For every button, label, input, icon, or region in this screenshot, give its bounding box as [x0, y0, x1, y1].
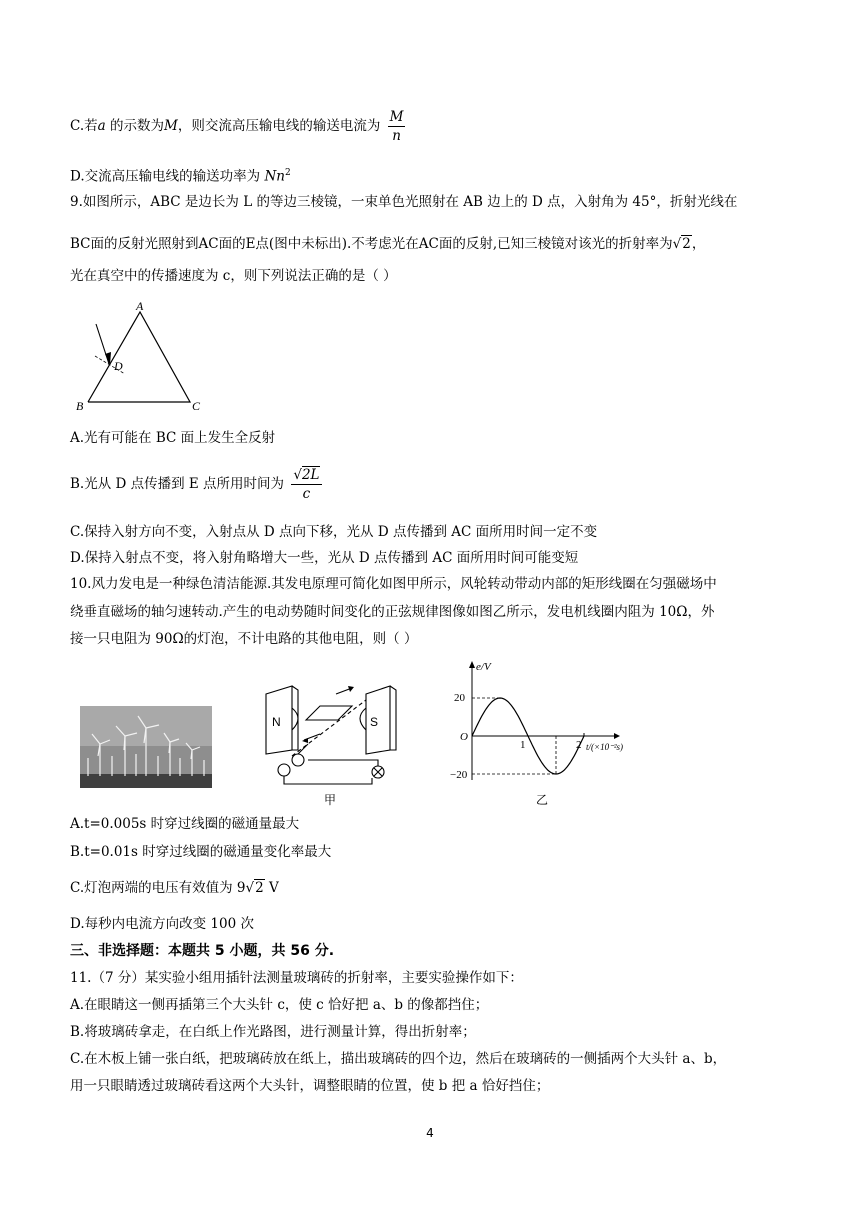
emf-time-graph: [446, 658, 646, 788]
tick-y-bottom: −20: [450, 769, 468, 781]
tick-y-top: 20: [454, 692, 465, 704]
q9-option-c: C.保持入射方向不变，入射点从 D 点向下移，光从 D 点传播到 AC 面所用时间一定不变: [70, 524, 598, 540]
generator-schematic: [262, 680, 402, 790]
tick-x-1: 1: [520, 739, 526, 751]
fig-label-jia: 甲: [324, 793, 337, 807]
svg-text:S: S: [370, 715, 379, 729]
prism-triangle: [88, 312, 190, 402]
sqrt-2-c: √2: [245, 880, 264, 896]
y-axis-label: e/V: [476, 661, 491, 673]
label-C: C: [192, 399, 201, 413]
q11-option-c-1: C.在木板上铺一张白纸，把玻璃砖放在纸上，描出玻璃砖的四个边，然后在玻璃砖的一侧插两个大头针 a、b，: [70, 1051, 727, 1067]
x-axis-label: t/(×10⁻²s): [586, 742, 624, 752]
q11-option-c-2: 用一只眼睛透过玻璃砖看这两个大头针，调整眼睛的位置，使 b 把 a 恰好挡住；: [70, 1078, 550, 1094]
q10-option-a: A.t=0.005s 时穿过线圈的磁通量最大: [70, 816, 300, 832]
coil: [306, 706, 352, 720]
tick-x-2: 2: [576, 739, 582, 751]
origin-label: O: [460, 731, 468, 743]
q10-option-c: C.灯泡两端的电压有效值为 9√2 V: [70, 880, 279, 896]
svg-text:N: N: [272, 715, 281, 729]
label-B: B: [76, 399, 84, 413]
q11-option-a: A.在眼睛这一侧再插第三个大头针 c，使 c 恰好把 a、b 的像都挡住；: [70, 997, 489, 1013]
section-heading: 三、非选择题：本题共 5 小题，共 56 分.: [70, 943, 335, 959]
q8-option-c: C.若a 的示数为M，则交流高压输电线的输送电流为 $\frac{M}{n}$: [70, 109, 404, 144]
q9-option-d: D.保持入射点不变，将入射角略增大一些，光从 D 点传播到 AC 面所用时间可能变短: [70, 550, 579, 566]
fraction-m-over-n: $\frac{M}{n}$: [389, 109, 404, 144]
q10-line-2: 绕垂直磁场的轴匀速转动.产生的电动势随时间变化的正弦规律图像如图乙所示，发电机线圈内阻为 10Ω，外: [70, 604, 715, 620]
q9-line-1: 9.如图所示，ABC 是边长为 L 的等边三棱镜，一束单色光照射在 AB 边上的 D 点，入射角为 45°，折射光线在: [70, 194, 738, 210]
q9-option-a: A.光有可能在 BC 面上发生全反射: [70, 430, 276, 446]
slip-ring-2: [292, 754, 304, 766]
label-A: A: [136, 299, 144, 313]
q10-option-b: B.t=0.01s 时穿过线圈的磁通量变化率最大: [70, 844, 332, 860]
fig-label-yi: 乙: [536, 793, 549, 807]
magnet-n: [266, 686, 298, 754]
ray-arrow: [105, 352, 111, 365]
fraction-sqrt2L-over-c: $\frac{√2L}{c}$: [293, 467, 320, 502]
q9-line-3: 光在真空中的传播速度为 c，则下列说法正确的是（ ）: [70, 268, 397, 284]
page-number: 4: [426, 1126, 434, 1140]
wind-farm-photo: [80, 706, 212, 788]
q11-line-1: 11.（7 分）某实验小组用插针法测量玻璃砖的折射率，主要实验操作如下：: [70, 970, 523, 986]
q10-option-d: D.每秒内电流方向改变 100 次: [70, 916, 254, 932]
q9-line-2: BC面的反射光照射到AC面的E点(图中未标出).不考虑光在AC面的反射,已知三棱镜对该光的折射率为√2，: [70, 236, 706, 252]
q10-line-3: 接一只电阻为 90Ω的灯泡，不计电路的其他电阻，则（ ）: [70, 631, 418, 647]
prism-figure: [70, 298, 210, 413]
q8-option-d: D.交流高压输电线的输送功率为 Nn$^2$: [70, 168, 291, 185]
q10-line-1: 10.风力发电是一种绿色清洁能源.其发电原理可简化如图甲所示，风轮转动带动内部的矩形线圈在匀强磁场中: [70, 576, 717, 592]
sqrt-2: √2: [672, 236, 691, 252]
slip-ring-1: [278, 764, 290, 776]
q9-option-b: B.光从 D 点传播到 E 点所用时间为 $\frac{√2L}{c}$: [70, 467, 320, 502]
q11-option-b: B.将玻璃砖拿走，在白纸上作光路图，进行测量计算，得出折射率；: [70, 1024, 476, 1040]
label-D: D: [114, 359, 123, 373]
